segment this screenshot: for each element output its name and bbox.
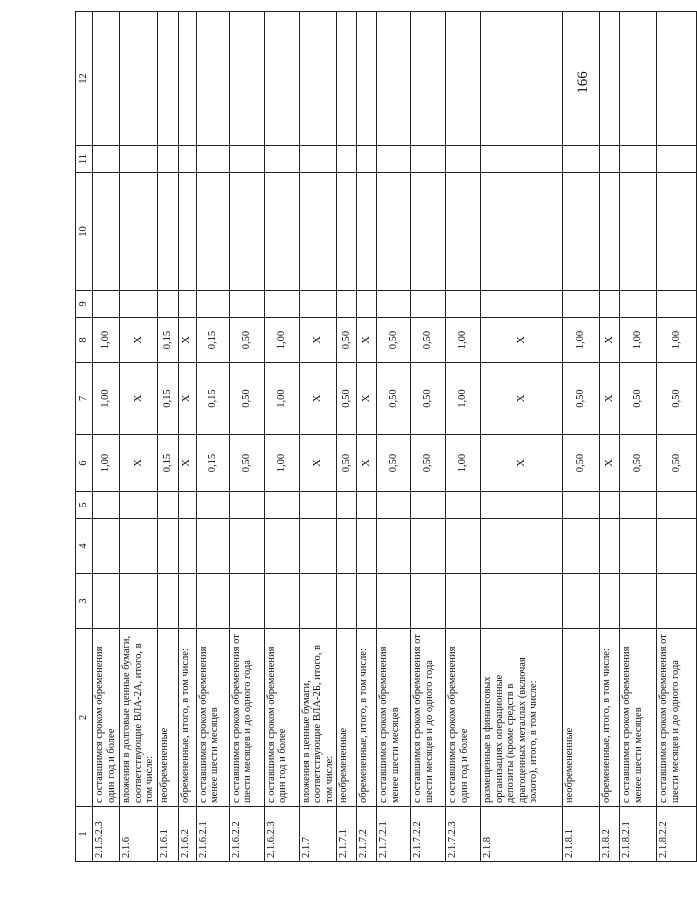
- table-row: [446, 12, 481, 862]
- cell-col8: X: [178, 318, 196, 363]
- cell-col5: [196, 492, 229, 519]
- cell-col7: 0,50: [411, 363, 446, 435]
- table-row: [120, 12, 158, 862]
- cell-col4: [299, 519, 337, 574]
- cell-name: вложения в долговые ценные бумаги, соответствующие ВЛА-2А, итого, в том числе:: [120, 629, 158, 807]
- header-col-2: 2: [76, 629, 93, 807]
- cell-col12: [411, 12, 446, 146]
- cell-col3: [481, 574, 563, 629]
- cell-col10: [377, 173, 411, 291]
- cell-col6: 1,00: [264, 435, 299, 492]
- cell-col3: [93, 574, 120, 629]
- cell-col4: [620, 519, 657, 574]
- cell-col5: [93, 492, 120, 519]
- cell-col12: [337, 12, 357, 146]
- header-col-9: 9: [76, 291, 93, 318]
- cell-code: 2.1.6.2: [178, 807, 196, 862]
- cell-col6: 0,50: [229, 435, 264, 492]
- cell-col12: [196, 12, 229, 146]
- cell-col10: [299, 173, 337, 291]
- cell-col7: X: [299, 363, 337, 435]
- data-table: [75, 11, 697, 862]
- cell-col10: [120, 173, 158, 291]
- header-col-12: 12: [76, 12, 93, 146]
- cell-col6: 0,50: [657, 435, 697, 492]
- cell-code: 2.1.6: [120, 807, 158, 862]
- cell-col7: X: [600, 363, 620, 435]
- cell-col12: [93, 12, 120, 146]
- cell-col9: [264, 291, 299, 318]
- cell-code: 2.1.7.2: [357, 807, 377, 862]
- cell-col5: [481, 492, 563, 519]
- cell-col11: [229, 146, 264, 173]
- cell-col3: [264, 574, 299, 629]
- cell-col3: [377, 574, 411, 629]
- cell-col4: [377, 519, 411, 574]
- cell-col12: [229, 12, 264, 146]
- cell-col9: [299, 291, 337, 318]
- cell-col8: 0,15: [196, 318, 229, 363]
- cell-col4: [446, 519, 481, 574]
- cell-col10: [563, 173, 600, 291]
- rotated-table-container: [75, 12, 682, 862]
- table-row: [563, 12, 600, 862]
- header-col-1: 1: [76, 807, 93, 862]
- cell-col9: [157, 291, 178, 318]
- cell-code: 2.1.7.2.1: [377, 807, 411, 862]
- cell-col9: [411, 291, 446, 318]
- table-row: [481, 12, 563, 862]
- cell-col12: [600, 12, 620, 146]
- cell-col11: [93, 146, 120, 173]
- cell-col3: [563, 574, 600, 629]
- table-row: [229, 12, 264, 862]
- cell-col4: [600, 519, 620, 574]
- header-col-8: 8: [76, 318, 93, 363]
- cell-col6: 1,00: [446, 435, 481, 492]
- cell-col7: 0,50: [563, 363, 600, 435]
- cell-col11: [563, 146, 600, 173]
- cell-col8: 1,00: [657, 318, 697, 363]
- table-row: [196, 12, 229, 862]
- cell-code: 2.1.6.2.3: [264, 807, 299, 862]
- cell-col5: [264, 492, 299, 519]
- cell-col4: [411, 519, 446, 574]
- cell-col11: [299, 146, 337, 173]
- cell-name: с оставшимся сроком обременения от шести месяцев и до одного года: [229, 629, 264, 807]
- cell-col7: 0,50: [657, 363, 697, 435]
- cell-col11: [411, 146, 446, 173]
- cell-name: обремененные, итого, в том числе:: [357, 629, 377, 807]
- cell-name: необремененные: [563, 629, 600, 807]
- cell-col4: [563, 519, 600, 574]
- cell-col8: 1,00: [446, 318, 481, 363]
- cell-col3: [446, 574, 481, 629]
- cell-col12: [299, 12, 337, 146]
- cell-col7: 1,00: [93, 363, 120, 435]
- cell-col7: X: [178, 363, 196, 435]
- table-row: [264, 12, 299, 862]
- cell-col3: [411, 574, 446, 629]
- cell-col7: X: [357, 363, 377, 435]
- cell-col11: [446, 146, 481, 173]
- cell-col6: 0,50: [563, 435, 600, 492]
- cell-col6: 1,00: [93, 435, 120, 492]
- cell-code: 2.1.7: [299, 807, 337, 862]
- cell-name: с оставшимся сроком обременения один год и более: [93, 629, 120, 807]
- cell-col10: [657, 173, 697, 291]
- cell-name: с оставшимся сроком обременения менее шести месяцев: [620, 629, 657, 807]
- cell-col5: [657, 492, 697, 519]
- cell-col10: [178, 173, 196, 291]
- cell-col10: [337, 173, 357, 291]
- cell-col10: [620, 173, 657, 291]
- cell-col10: [357, 173, 377, 291]
- cell-col3: [620, 574, 657, 629]
- cell-col7: 0,50: [620, 363, 657, 435]
- page-number-text: 166: [574, 70, 591, 94]
- cell-col6: 0,50: [620, 435, 657, 492]
- cell-col8: X: [481, 318, 563, 363]
- header-col-5: 5: [76, 492, 93, 519]
- cell-code: 2.1.8.2.1: [620, 807, 657, 862]
- cell-col9: [377, 291, 411, 318]
- cell-col10: [264, 173, 299, 291]
- cell-col5: [229, 492, 264, 519]
- cell-col4: [657, 519, 697, 574]
- cell-col11: [620, 146, 657, 173]
- cell-name: необремененные: [337, 629, 357, 807]
- cell-col10: [229, 173, 264, 291]
- cell-col9: [229, 291, 264, 318]
- cell-col11: [196, 146, 229, 173]
- cell-col11: [600, 146, 620, 173]
- cell-col3: [600, 574, 620, 629]
- cell-col11: [264, 146, 299, 173]
- cell-col5: [357, 492, 377, 519]
- cell-col9: [178, 291, 196, 318]
- cell-col11: [120, 146, 158, 173]
- header-col-6: 6: [76, 435, 93, 492]
- cell-col12: [264, 12, 299, 146]
- cell-col3: [157, 574, 178, 629]
- cell-col3: [178, 574, 196, 629]
- cell-col4: [157, 519, 178, 574]
- cell-name: с оставшимся сроком обременения от шести месяцев и до одного года: [411, 629, 446, 807]
- cell-col9: [196, 291, 229, 318]
- cell-col5: [563, 492, 600, 519]
- cell-col7: 0,50: [337, 363, 357, 435]
- table-row: [620, 12, 657, 862]
- cell-col11: [481, 146, 563, 173]
- cell-col9: [446, 291, 481, 318]
- cell-col5: [411, 492, 446, 519]
- cell-col6: 0,15: [157, 435, 178, 492]
- cell-col7: 0,15: [157, 363, 178, 435]
- cell-col8: 1,00: [620, 318, 657, 363]
- table-row: [178, 12, 196, 862]
- cell-col4: [178, 519, 196, 574]
- cell-col10: [157, 173, 178, 291]
- cell-col12: [657, 12, 697, 146]
- table-row: [357, 12, 377, 862]
- cell-col12: [157, 12, 178, 146]
- cell-col8: 0,50: [411, 318, 446, 363]
- cell-col8: 0,50: [337, 318, 357, 363]
- cell-col8: 1,00: [563, 318, 600, 363]
- cell-col8: X: [357, 318, 377, 363]
- cell-col12: [446, 12, 481, 146]
- cell-col11: [157, 146, 178, 173]
- cell-col12: [377, 12, 411, 146]
- cell-col6: 0,50: [337, 435, 357, 492]
- cell-name: необремененные: [157, 629, 178, 807]
- table-row: [600, 12, 620, 862]
- cell-col5: [299, 492, 337, 519]
- cell-col7: 1,00: [264, 363, 299, 435]
- cell-code: 2.1.8: [481, 807, 563, 862]
- cell-col4: [357, 519, 377, 574]
- cell-name: с оставшимся сроком обременения один год и более: [264, 629, 299, 807]
- cell-code: 2.1.6.2.2: [229, 807, 264, 862]
- cell-col4: [264, 519, 299, 574]
- cell-name: с оставшимся сроком обременения от шести месяцев и до одного года: [657, 629, 697, 807]
- cell-col11: [377, 146, 411, 173]
- table-row: [337, 12, 357, 862]
- header-col-11: 11: [76, 146, 93, 173]
- cell-col5: [120, 492, 158, 519]
- cell-col8: X: [120, 318, 158, 363]
- cell-code: 2.1.7.1: [337, 807, 357, 862]
- cell-col9: [563, 291, 600, 318]
- cell-col6: X: [178, 435, 196, 492]
- cell-col3: [120, 574, 158, 629]
- cell-col6: 0,15: [196, 435, 229, 492]
- cell-col5: [600, 492, 620, 519]
- cell-col10: [93, 173, 120, 291]
- cell-col11: [657, 146, 697, 173]
- cell-col5: [337, 492, 357, 519]
- cell-code: 2.1.6.2.1: [196, 807, 229, 862]
- cell-col8: 1,00: [264, 318, 299, 363]
- cell-col3: [229, 574, 264, 629]
- cell-col9: [337, 291, 357, 318]
- cell-col12: [620, 12, 657, 146]
- cell-col4: [120, 519, 158, 574]
- cell-code: 2.1.5.2.3: [93, 807, 120, 862]
- cell-code: 2.1.8.1: [563, 807, 600, 862]
- cell-col9: [93, 291, 120, 318]
- cell-col12: [357, 12, 377, 146]
- table-row: [657, 12, 697, 862]
- cell-code: 2.1.8.2.2: [657, 807, 697, 862]
- cell-col12: [563, 12, 600, 146]
- cell-col8: 1,00: [93, 318, 120, 363]
- cell-col10: [411, 173, 446, 291]
- cell-col11: [178, 146, 196, 173]
- header-col-10: 10: [76, 173, 93, 291]
- cell-name: обремененные, итого, в том числе:: [178, 629, 196, 807]
- cell-name: вложения в ценные бумаги, соответствующие ВЛА-2Б, итого, в том числе:: [299, 629, 337, 807]
- cell-col6: X: [357, 435, 377, 492]
- cell-col9: [600, 291, 620, 318]
- cell-col6: X: [600, 435, 620, 492]
- cell-col3: [357, 574, 377, 629]
- header-col-3: 3: [76, 574, 93, 629]
- cell-col8: 0,15: [157, 318, 178, 363]
- cell-col10: [196, 173, 229, 291]
- cell-col9: [620, 291, 657, 318]
- cell-col12: [120, 12, 158, 146]
- cell-col4: [196, 519, 229, 574]
- cell-col6: 0,50: [377, 435, 411, 492]
- cell-code: 2.1.7.2.2: [411, 807, 446, 862]
- cell-name: с оставшимся сроком обременения менее шести месяцев: [196, 629, 229, 807]
- cell-code: 2.1.7.2.3: [446, 807, 481, 862]
- cell-col5: [178, 492, 196, 519]
- cell-col3: [657, 574, 697, 629]
- cell-name: с оставшимся сроком обременения один год и более: [446, 629, 481, 807]
- cell-col9: [481, 291, 563, 318]
- cell-col9: [657, 291, 697, 318]
- cell-col5: [377, 492, 411, 519]
- cell-col6: X: [481, 435, 563, 492]
- cell-col9: [120, 291, 158, 318]
- cell-col12: [178, 12, 196, 146]
- header-col-4: 4: [76, 519, 93, 574]
- cell-col4: [481, 519, 563, 574]
- cell-name: с оставшимся сроком обременения менее шести месяцев: [377, 629, 411, 807]
- cell-name: обремененные, итого, в том числе:: [600, 629, 620, 807]
- cell-col6: X: [120, 435, 158, 492]
- table-body: [93, 12, 697, 862]
- cell-col4: [229, 519, 264, 574]
- cell-col3: [337, 574, 357, 629]
- cell-col6: X: [299, 435, 337, 492]
- cell-col11: [337, 146, 357, 173]
- cell-col5: [446, 492, 481, 519]
- cell-col10: [600, 173, 620, 291]
- table-row: [411, 12, 446, 862]
- cell-col9: [357, 291, 377, 318]
- cell-col7: 0,50: [229, 363, 264, 435]
- cell-col4: [337, 519, 357, 574]
- cell-col8: 0,50: [377, 318, 411, 363]
- cell-col7: X: [120, 363, 158, 435]
- table-row: [377, 12, 411, 862]
- cell-col7: X: [481, 363, 563, 435]
- cell-col10: [481, 173, 563, 291]
- cell-col4: [93, 519, 120, 574]
- table-row: [157, 12, 178, 862]
- cell-col7: 1,00: [446, 363, 481, 435]
- cell-col8: 0,50: [229, 318, 264, 363]
- cell-name: размещенные в финансовых организациях операционные депозиты (кроме средств в драгоценных металлах (включая золото), итого, в том числе:: [481, 629, 563, 807]
- cell-col8: X: [299, 318, 337, 363]
- cell-col7: 0,15: [196, 363, 229, 435]
- cell-code: 2.1.8.2: [600, 807, 620, 862]
- cell-col10: [446, 173, 481, 291]
- cell-col11: [357, 146, 377, 173]
- header-row: [76, 12, 93, 862]
- table-row: [299, 12, 337, 862]
- cell-code: 2.1.6.1: [157, 807, 178, 862]
- cell-col7: 0,50: [377, 363, 411, 435]
- table-row: [93, 12, 120, 862]
- cell-col5: [157, 492, 178, 519]
- cell-col3: [196, 574, 229, 629]
- header-col-7: 7: [76, 363, 93, 435]
- cell-col6: 0,50: [411, 435, 446, 492]
- cell-col5: [620, 492, 657, 519]
- cell-col12: [481, 12, 563, 146]
- cell-col3: [299, 574, 337, 629]
- cell-col8: X: [600, 318, 620, 363]
